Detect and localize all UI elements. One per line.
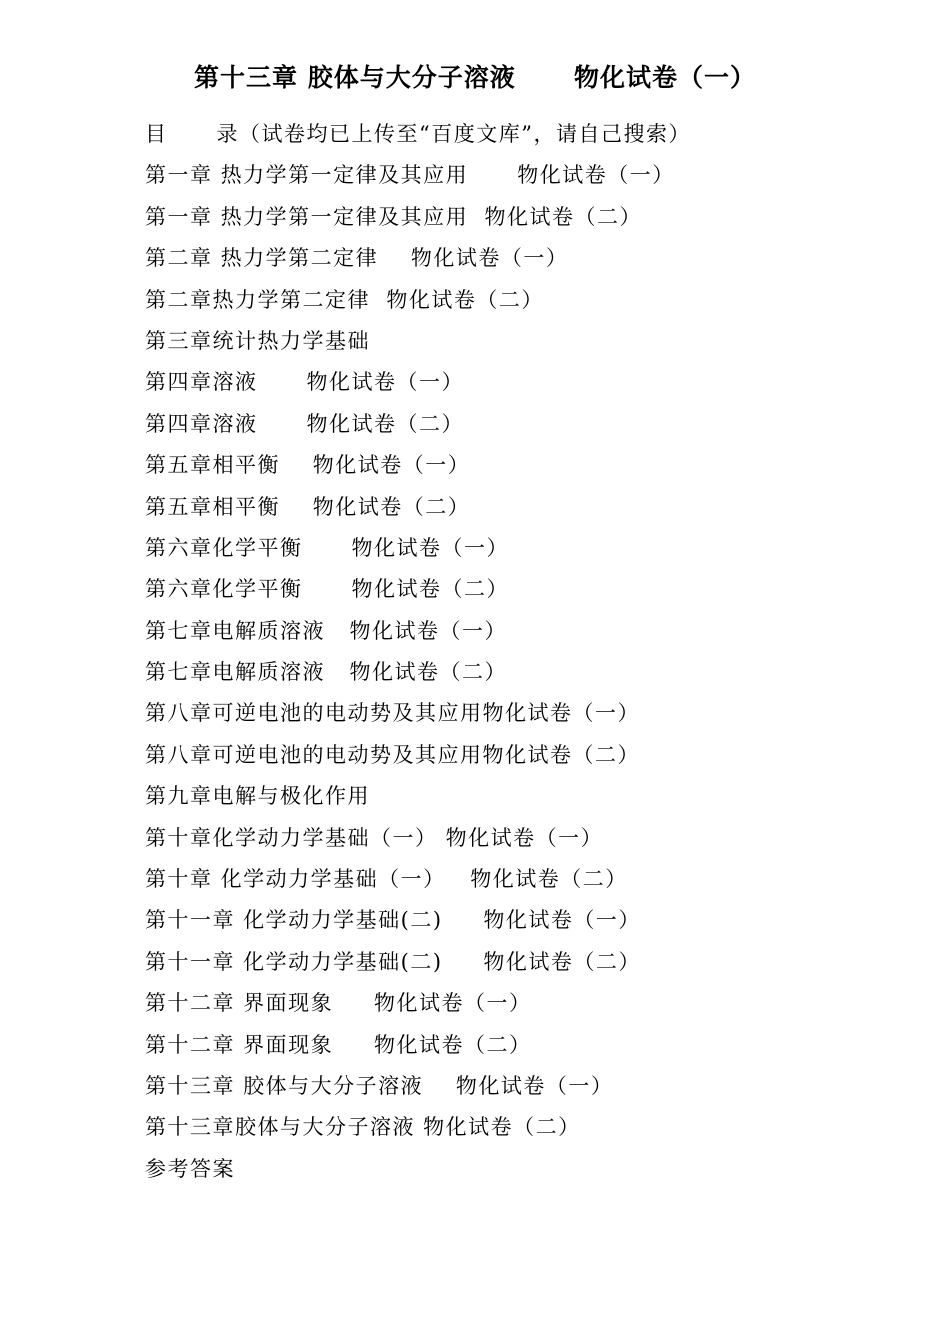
toc-item: 第九章电解与极化作用 [145,784,370,809]
toc-item: 第十章 化学动力学基础（一） 物化试卷（二） [145,867,628,892]
toc-item: 第十一章 化学动力学基础(二) 物化试卷（一） [145,908,641,933]
toc-item: 第三章统计热力学基础 [145,328,370,353]
toc-item: 第四章溶液 物化试卷（一） [145,370,465,395]
page-title: 第十三章 胶体与大分子溶液 物化试卷（一） [194,63,756,92]
toc-item: 第七章电解质溶液 物化试卷（一） [145,618,508,643]
toc-item: 参考答案 [145,1156,235,1181]
toc-item: 第八章可逆电池的电动势及其应用物化试卷（一） [145,701,640,726]
toc-item: 第四章溶液 物化试卷（二） [145,411,465,436]
toc-item: 第六章化学平衡 物化试卷（二） [145,577,510,602]
toc-item: 第十三章胶体与大分子溶液 物化试卷（二） [145,1115,581,1140]
toc-item: 第十一章 化学动力学基础(二) 物化试卷（二） [145,949,641,974]
toc-item: 第五章相平衡 物化试卷（二） [145,494,471,519]
toc-item: 第一章 热力学第一定律及其应用 物化试卷（二） [145,204,643,229]
toc-item: 第一章 热力学第一定律及其应用 物化试卷（一） [145,163,675,188]
toc-item: 第二章 热力学第二定律 物化试卷（一） [145,246,569,271]
toc-item: 第十二章 界面现象 物化试卷（一） [145,991,532,1016]
toc-item: 第六章化学平衡 物化试卷（一） [145,535,510,560]
table-of-contents [145,118,691,1194]
toc-item: 第十二章 界面现象 物化试卷（二） [145,1032,532,1057]
toc-header: 目 录（试卷均已上传至“百度文库”，请自己搜索） [145,122,692,146]
toc-item: 第八章可逆电池的电动势及其应用物化试卷（二） [145,742,640,767]
toc-item: 第七章电解质溶液 物化试卷（二） [145,660,508,685]
toc-item: 第二章热力学第二定律 物化试卷（二） [145,287,544,312]
toc-item: 第十三章 胶体与大分子溶液 物化试卷（一） [145,1073,614,1098]
toc-item: 第十章化学动力学基础（一） 物化试卷（一） [145,825,604,850]
toc-item: 第五章相平衡 物化试卷（一） [145,453,471,478]
